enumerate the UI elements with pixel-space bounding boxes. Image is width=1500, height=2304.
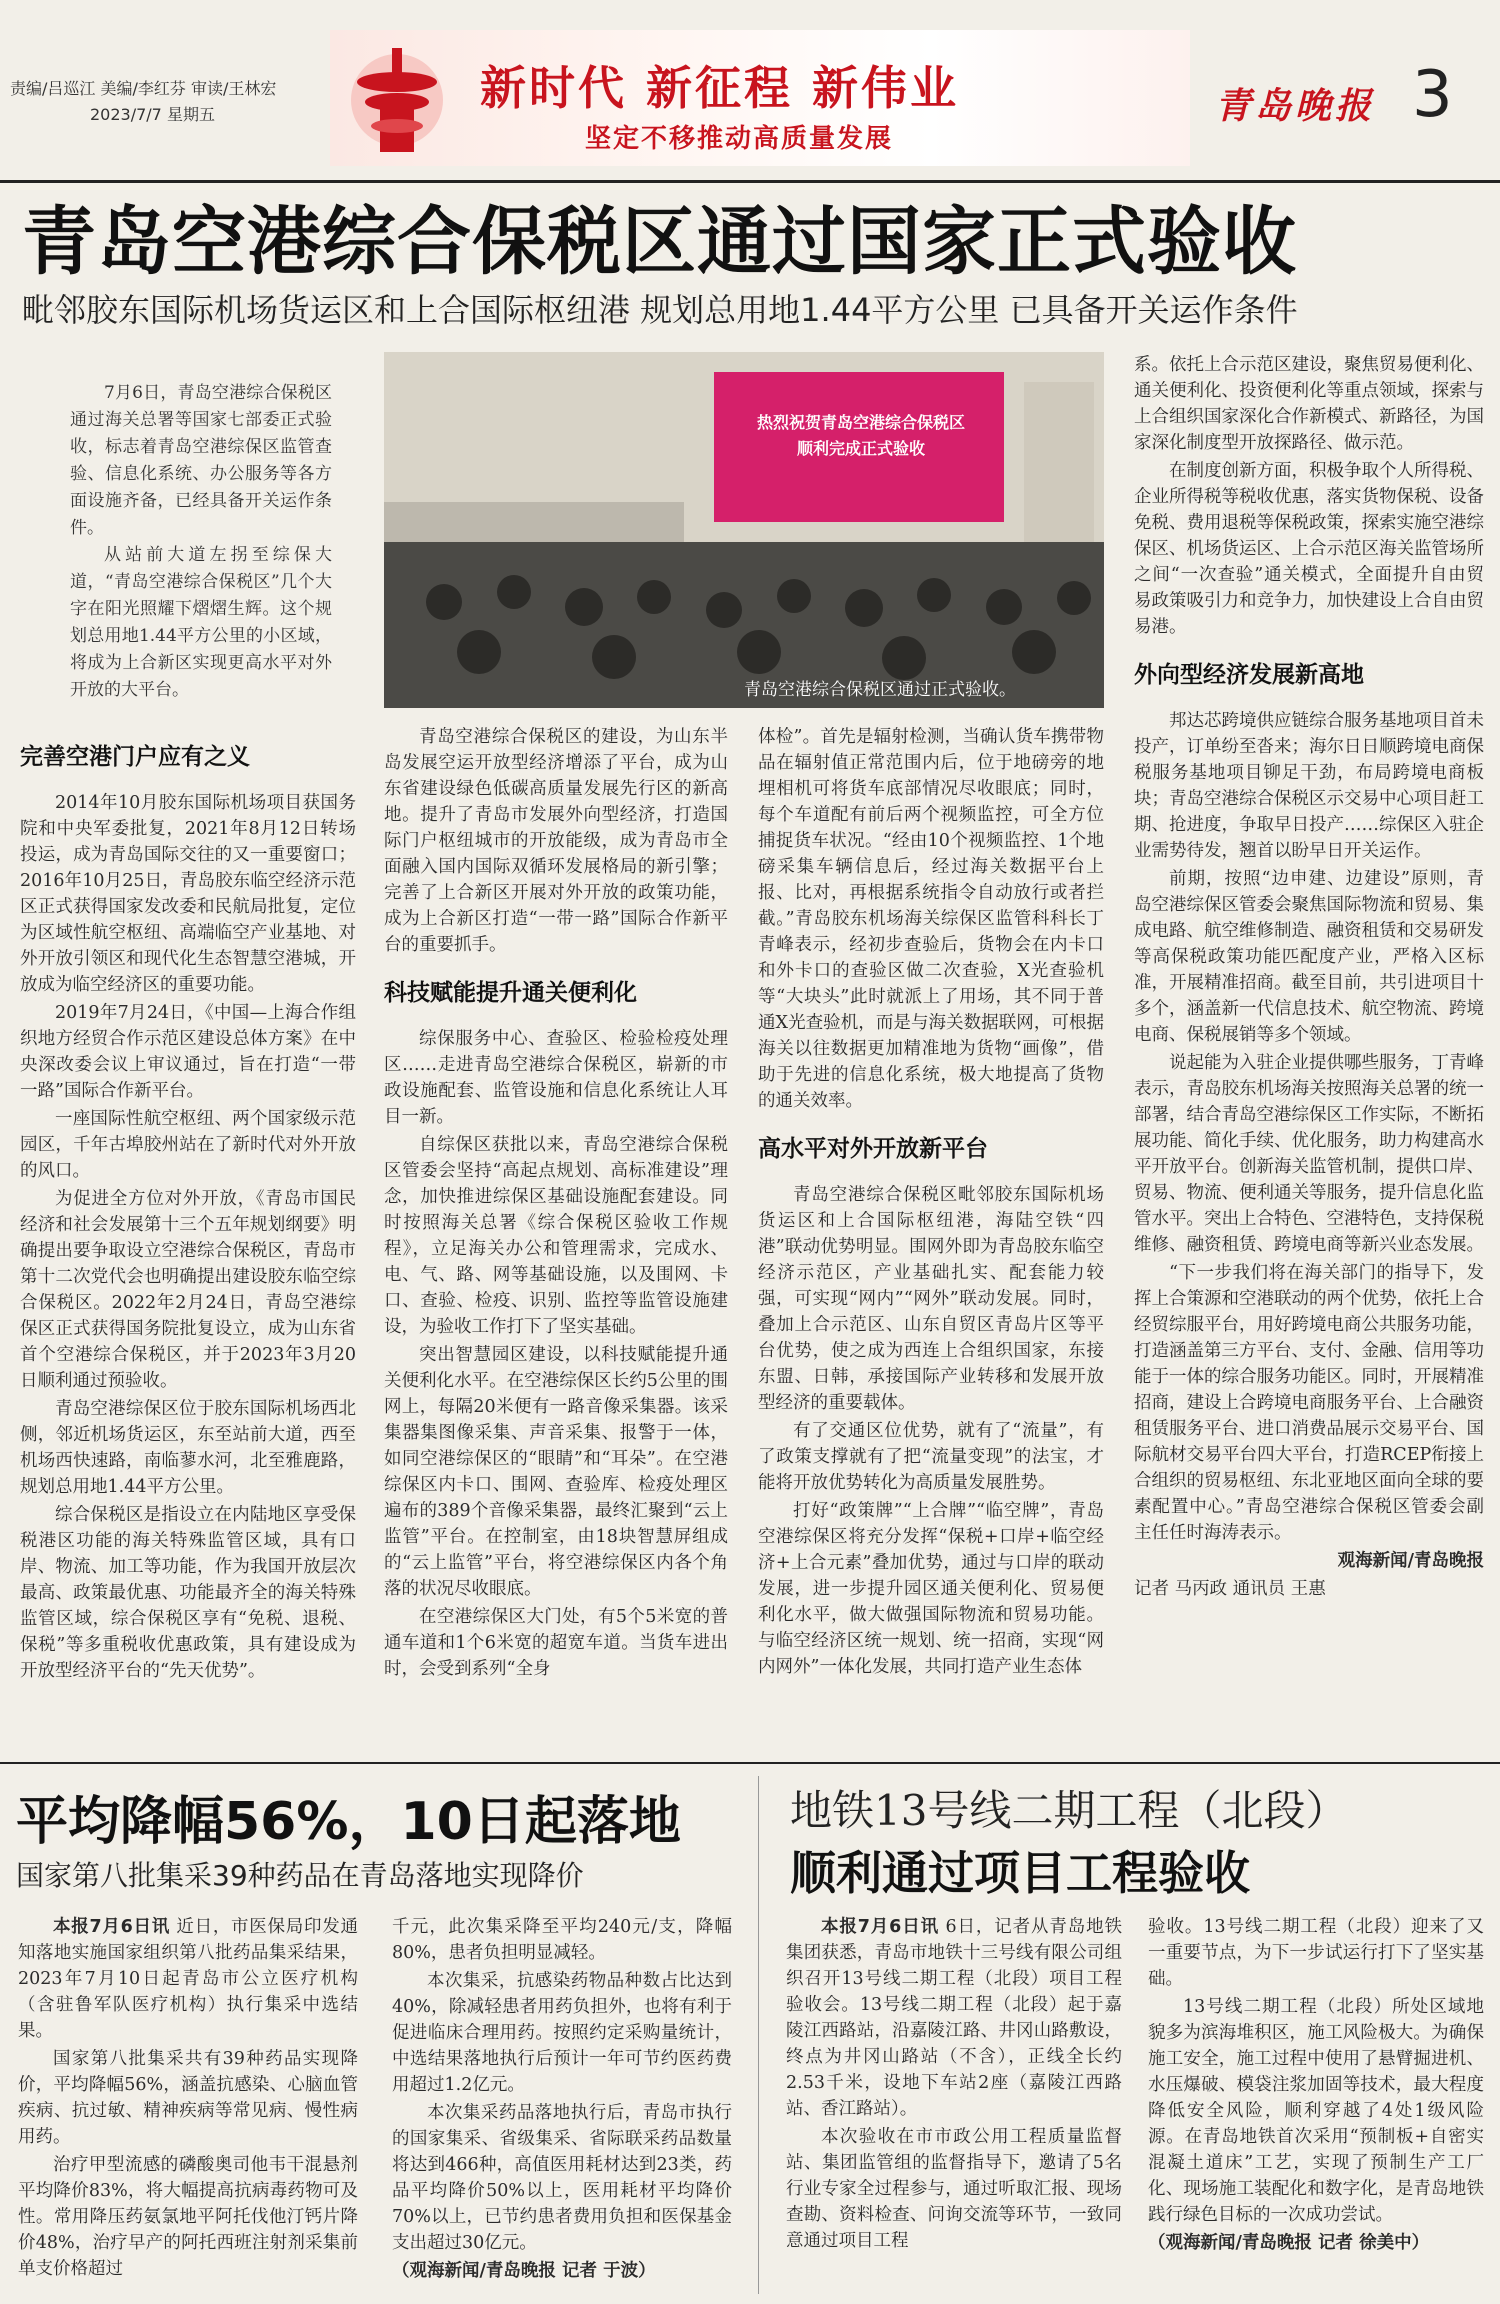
- body-paragraph: 说起能为入驻企业提供哪些服务，丁青峰表示，青岛胶东机场海关按照海关总署的统一部署，结合青岛空港综保区工作实际，不断拓展功能、简化手续、优化服务，助力构建高水平开放平台。创新海关监管机制，提供口岸、贸易、物流、便利通关等服务，提升信息化监管水平。突出上合特色、空港特色，支持保税维修、融资租赁、跨境电商等新兴业态发展。: [1134, 1053, 1484, 1255]
- section-title-1: 完善空港门户应有之义: [20, 744, 250, 770]
- newspaper-brand: 青岛晚报: [1215, 85, 1376, 127]
- main-subheadline: 毗邻胶东国际机场货运区和上合国际枢纽港 规划总用地1.44平方公里 已具备开关运作条件: [22, 291, 1298, 329]
- story3-headline-line2: 顺利通过项目工程验收: [790, 1846, 1250, 1900]
- body-paragraph: 突出智慧园区建设，以科技赋能提升通关便利化水平。在空港综保区长约5公里的围网上，每隔20米便有一路音像采集器。该采集器集图像采集、声音采集、报警于一体，如同空港综保区的“眼睛”和“耳朵”。在空港综保区内卡口、围网、查验库、检疫处理区遍布的389个音像采集器，最终汇聚到“云上监管”平台。在控制室，由18块智慧屏组成的“云上监管”平台，将空港综保区内各个角落的状况尽收眼底。: [384, 1345, 728, 1599]
- body-paragraph: 自综保区获批以来，青岛空港综合保税区管委会坚持“高起点规划、高标准建设”理念，加快推进综保区基础设施配套建设。同时按照海关总署《综合保税区验收工作规程》，立足海关办公和管理需求，完成水、电、气、路、网等基础设施，以及围网、卡口、查验、检疫、识别、监控等监管设施建设，为验收工作打下了坚实基础。: [384, 1135, 728, 1337]
- banner-slogan: 新时代 新征程 新伟业: [480, 61, 960, 115]
- body-paragraph: 一座国际性航空枢纽、两个国家级示范园区，千年古埠胶州站在了新时代对外开放的风口。: [20, 1109, 356, 1181]
- body-paragraph: 邦达芯跨境供应链综合服务基地项目首未投产，订单纷至沓来；海尔日日顺跨境电商保税服务基地项目铆足干劲，布局跨境电商板块；青岛空港综合保税区示交易中心项目赶工期、抢进度，争取早日投产……综保区入驻企业需势待发，翘首以盼早日开关运作。: [1134, 711, 1484, 861]
- lead-paragraph: 7月6日，青岛空港综合保税区通过海关总署等国家七部委正式验收，标志着青岛空港综保区监管查验、信息化系统、办公服务等各方面设施齐备，已经具备开关运作条件。: [70, 383, 332, 538]
- body-paragraph: 治疗甲型流感的磷酸奥司他韦干混悬剂平均降价83%，将大幅提高抗病毒药物可及性。常用降压药氨氯地平阿托伐他汀钙片降价48%，治疗早产的阿托西班注射剂采集前单支价格超过: [18, 2155, 358, 2279]
- body-paragraph: 13号线二期工程（北段）所处区域地貌多为滨海堆积区，施工风险极大。为确保施工安全，施工过程中使用了悬臂掘进机、水压爆破、模袋注浆加固等技术，最大程度降低安全风险，顺利穿越了4处1级风险源。在青岛地铁首次采用“预制板+自密实混凝土道床”工艺，实现了预制生产工厂化、现场施工装配化和数字化，是青岛地铁践行绿色目标的一次成功尝试。: [1148, 1997, 1484, 2225]
- screen-text-line2: 顺利完成正式验收: [796, 439, 925, 458]
- story3-column-2: [1148, 1914, 1484, 2294]
- body-paragraph: 在制度创新方面，积极争取个人所得税、企业所得税等税收优惠，落实货物保税、设备免税、费用退税等保税政策，探索实施空港综保区、机场货运区、上合示范区海关监管场所之间“一次查验”通关模式，全面提升自由贸易政策吸引力和竞争力，加快建设上合自由贸易港。: [1134, 461, 1484, 637]
- story2-headline: 平均降幅56%，10日起落地: [16, 1792, 681, 1852]
- body-paragraph: 国家第八批集采共有39种药品实现降价，平均降幅56%，涵盖抗感染、心脑血管疾病、抗过敏、精神疾病等常见病、慢性病用药。: [18, 2049, 358, 2147]
- issue-date: 2023/7/7 星期五: [90, 105, 215, 124]
- page-number: 3: [1412, 58, 1453, 132]
- section-title-3: 高水平对外开放新平台: [758, 1136, 988, 1162]
- section-title-2: 科技赋能提升通关便利化: [384, 980, 637, 1006]
- header-rule: [0, 180, 1500, 183]
- source-line: [1134, 1548, 1484, 1574]
- tower-logo-icon: [342, 40, 452, 160]
- body-paragraph: 青岛空港综合保税区毗邻胶东国际机场货运区和上合国际枢纽港，海陆空铁“四港”联动优势明显。围网外即为青岛胶东临空经济示范区，产业基础扎实、配套能力较强，可实现“网内”“网外”联动发展。同时，叠加上合示范区、山东自贸区青岛片区等平台优势，使之成为西连上合组织国家，东接东盟、日韩，承接国际产业转移和发展开放型经济的重要载体。: [758, 1185, 1104, 1413]
- body-paragraph: 本次集采药品落地执行后，青岛市执行的国家集采、省级集采、省际联采药品数量将达到466种，高值医用耗材达到23类，药品平均降价50%以上，医用耗材平均降价70%以上，已节约患者费用负担和医保基金支出超过30亿元。: [392, 2103, 732, 2253]
- body-paragraph: 青岛空港综合保税区的建设，为山东半岛发展空运开放型经济增添了平台，成为山东省建设绿色低碳高质量发展先行区的新高地。提升了青岛市发展外向型经济，打造国际门户枢纽城市的开放能级，成为青岛市全面融入国内国际双循环发展格局的新引擎；完善了上合新区开展对外开放的政策功能，成为上合新区打造“一带一路”国际合作新平台的重要抓手。: [384, 727, 728, 955]
- story2-column-1: [18, 1914, 358, 2294]
- lead-paragraph: 从站前大道左拐至综保大道，“青岛空港综合保税区”几个大字在阳光照耀下熠熠生辉。这个规划总用地1.44平方公里的小区域，将成为上合新区实现更高水平对外开放的大平台。: [70, 545, 332, 700]
- body-paragraph: 本次集采，抗感染药物品种数占比达到40%，除减轻患者用药负担外，也将有利于促进临床合理用药。按照约定采购量统计，中选结果落地执行后预计一年可节约医药费用超过1.2亿元。: [392, 1971, 732, 2095]
- story3-source: （观海新闻/青岛晚报 记者 徐美中）: [1148, 2233, 1430, 2253]
- body-text: 6日，记者从青岛地铁集团获悉，青岛市地铁十三号线有限公司组织召开13号线二期工程（北段）项目工程验收会。13号线二期工程（北段）起于嘉陵江西路站，沿嘉陵江路、井冈山路敷设，终点为井冈山路站（不含），正线全长约2.53千米，设地下车站2座（嘉陵江西路站、香江路站）。: [786, 1917, 1122, 2119]
- body-paragraph: 体检”。首先是辐射检测，当确认货车携带物品在辐射值正常范围内后，位于地磅旁的地埋相机可将货车底部情况尽收眼底；同时，每个车道配有前后两个视频监控，可全方位捕捉货车状况。“经由10个视频监控、1个地磅采集车辆信息后，经过海关数据平台上报、比对，再根据系统指令自动放行或者拦截。”青岛胶东机场海关综保区监管科科长丁青峰表示，经初步查验后，货物会在内卡口和外卡口的查验区做二次查验，X光查验机等“大块头”此时就派上了用场，其不同于普通X光查验机，而是与海关数据联网，可根据海关以往数据更加精准地为货物“画像”，借助于先进的信息化系统，极大地提高了货物的通关效率。: [758, 727, 1104, 1111]
- story-separator: [758, 1776, 759, 2294]
- story2-subheadline: 国家第八批集采39种药品在青岛落地实现降价: [16, 1859, 584, 1892]
- story-divider: [0, 1762, 1500, 1764]
- event-photo: [384, 352, 1104, 708]
- body-paragraph: 前期，按照“边申建、边建设”原则，青岛空港综保区管委会聚焦国际物流和贸易、集成电路、航空维修制造、融资租赁和交易研发等高保税政策功能匹配度产业，严格入区标准，开展精准招商。截至目前，共引进项目十多个，涵盖新一代信息技术、航空物流、跨境电商、保税展销等多个领域。: [1134, 869, 1484, 1045]
- main-column-2: [384, 724, 728, 1754]
- body-paragraph: 2019年7月24日，《中国—上海合作组织地方经贸合作示范区建设总体方案》在中央深改委会议上审议通过，旨在打造“一带一路”国际合作新平台。: [20, 1003, 356, 1101]
- theme-banner: [330, 30, 1190, 166]
- main-column-3: [758, 724, 1104, 1754]
- banner-subtitle: 坚定不移推动高质量发展: [585, 124, 894, 154]
- body-paragraph: 有了交通区位优势，就有了“流量”，有了政策支撑就有了把“流量变现”的法宝，才能将开放优势转化为高质量发展胜势。: [758, 1421, 1104, 1493]
- body-paragraph: 青岛空港综保区位于胶东国际机场西北侧，邻近机场货运区，东至站前大道，西至机场西快速路，南临蓼水河，北至雅鹿路，规划总用地1.44平方公里。: [20, 1399, 356, 1497]
- body-paragraph: 千元，此次集采降至平均240元/支，降幅80%，患者负担明显减轻。: [392, 1917, 732, 1963]
- lead-paragraphs: [70, 380, 332, 704]
- conference-hall-image: [384, 352, 1104, 708]
- news-source: 观海新闻/青岛晚报: [1337, 1551, 1484, 1571]
- body-paragraph: [18, 1914, 358, 2044]
- body-paragraph: 综合保税区是指设立在内陆地区享受保税港区功能的海关特殊监管区域，具有口岸、物流、加工等功能，作为我国开放层次最高、政策最优惠、功能最齐全的海关特殊监管区域，综合保税区享有“免税、退税、保税”等多重税收优惠政策，具有建设成为开放型经济平台的“先天优势”。: [20, 1505, 356, 1681]
- body-paragraph: 本次验收在市市政公用工程质量监督站、集团监管组的监督指导下，邀请了5名行业专家全过程参与，通过听取汇报、现场查勘、资料检查、问询交流等环节，一致同意通过项目工程: [786, 2127, 1122, 2251]
- main-column-4: [1134, 352, 1484, 1752]
- story3-headline-line1: 地铁13号线二期工程（北段）: [790, 1786, 1348, 1835]
- body-paragraph: 在空港综保区大门处，有5个5米宽的普通车道和1个6米宽的超宽车道。当货车进出时，会受到系列“全身: [384, 1607, 728, 1679]
- main-headline: 青岛空港综合保税区通过国家正式验收: [22, 199, 1297, 285]
- body-paragraph: 验收。13号线二期工程（北段）迎来了又一重要节点，为下一步试运行打下了坚实基础。: [1148, 1917, 1484, 1989]
- body-text: 近日，市医保局印发通知落地实施国家组织第八批药品集采结果，2023年7月10日起青岛市公立医疗机构（含驻鲁军队医疗机构）执行集采中选结果。: [18, 1917, 358, 2041]
- story2-source: （观海新闻/青岛晚报 记者 于波）: [392, 2261, 656, 2281]
- main-column-1: [20, 722, 356, 1752]
- dateline: 本报7月6日讯: [821, 1917, 939, 1937]
- body-paragraph: 综保服务中心、查验区、检验检疫处理区……走进青岛空港综合保税区，崭新的市政设施配套、监管设施和信息化系统让人耳目一新。: [384, 1029, 728, 1127]
- story2-column-2: [392, 1914, 732, 2294]
- story3-column-1: [786, 1914, 1122, 2294]
- staff-list: 责编/吕巡江 美编/李红芬 审读/王林宏: [10, 79, 277, 98]
- reporter-line: 记者 马丙政 通讯员 王惠: [1134, 1579, 1326, 1599]
- dateline: 本报7月6日讯: [53, 1917, 171, 1937]
- body-paragraph: 2014年10月胶东国际机场项目获国务院和中央军委批复，2021年8月12日转场投运，成为青岛国际交往的又一重要窗口；2016年10月25日，青岛胶东临空经济示范区正式获得国家发改委和民航局批复，定位为区域性航空枢纽、高端临空产业基地、对外开放引领区和现代化生态智慧空港城，开放成为临空经济区的重要功能。: [20, 793, 356, 995]
- staff-credits: [10, 76, 320, 128]
- body-paragraph: 为促进全方位对外开放，《青岛市国民经济和社会发展第十三个五年规划纲要》明确提出要争取设立空港综合保税区，青岛市第十二次党代会也明确提出建设胶东临空综合保税区。2022年2月24日，青岛空港综保区正式获得国务院批复设立，成为山东省首个空港综合保税区，并于2023年3月20日顺利通过预验收。: [20, 1189, 356, 1391]
- photo-caption: 青岛空港综合保税区通过正式验收。: [744, 680, 1016, 700]
- body-paragraph: “下一步我们将在海关部门的指导下，发挥上合策源和空港联动的两个优势，依托上合经贸综服平台，用好跨境电商公共服务功能，打造涵盖第三方平台、支付、金融、信用等功能于一体的综合服务功能区。同时，开展精准招商，建设上合跨境电商服务平台、上合融资租赁服务平台、进口消费品展示交易平台、国际航材交易平台四大平台，打造RCEP衔接上合组织的贸易枢纽、东北亚地区面向全球的要素配置中心。”青岛空港综合保税区管委会副主任任时海涛表示。: [1134, 1263, 1484, 1543]
- body-paragraph: 打好“政策牌”“上合牌”“临空牌”，青岛空港综保区将充分发挥“保税+口岸+临空经济+上合元素”叠加优势，通过与口岸的联动发展，进一步提升园区通关便利化、贸易便利化水平，做大做强国际物流和贸易功能。与临空经济区统一规划、统一招商，实现“网内网外”一体化发展，共同打造产业生态体: [758, 1501, 1104, 1677]
- section-title-4: 外向型经济发展新高地: [1134, 662, 1364, 688]
- body-paragraph: [786, 1914, 1122, 2122]
- screen-text-line1: 热烈祝贺青岛空港综合保税区: [756, 413, 965, 432]
- body-paragraph: 系。依托上合示范区建设，聚焦贸易便利化、通关便利化、投资便利化等重点领域，探索与上合组织国家深化合作新模式、新路径，为国家深化制度型开放探路径、做示范。: [1134, 355, 1484, 453]
